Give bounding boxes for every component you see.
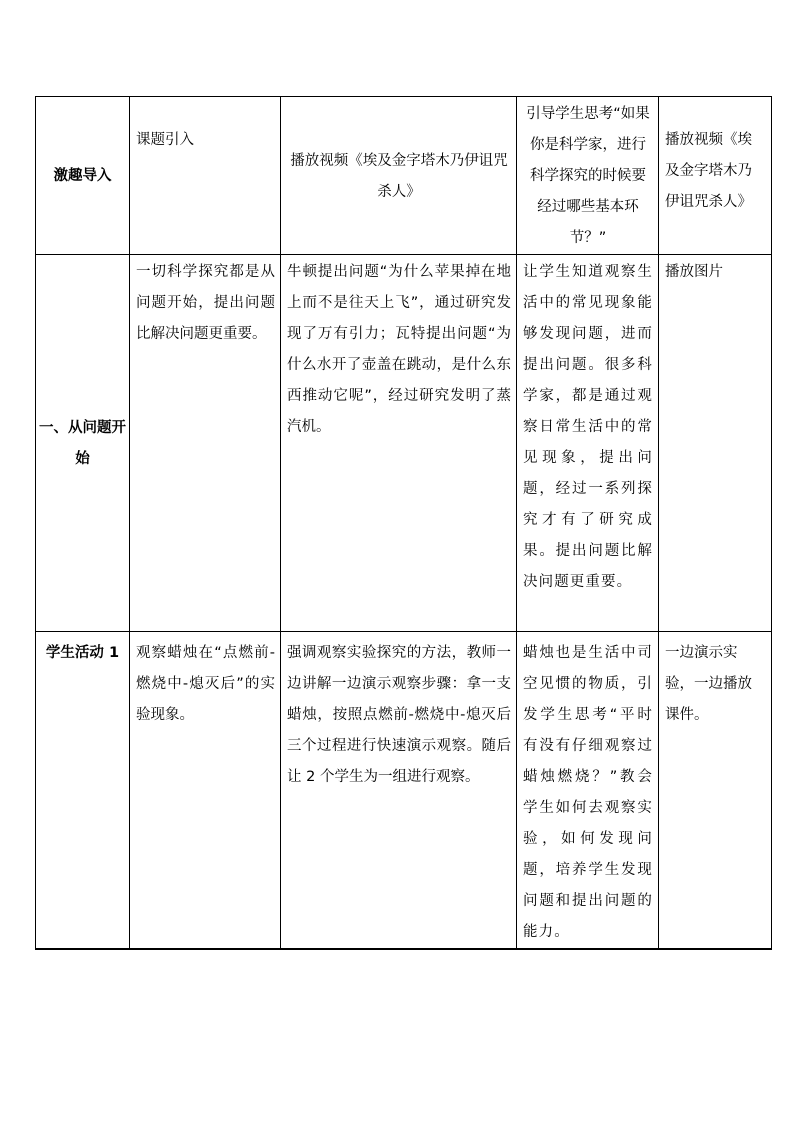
stage-cell: 激趣导入 xyxy=(36,97,130,255)
content-cell: 一切科学探究都是从问题开始，提出问题比解决问题更重要。 xyxy=(130,255,281,632)
student-activity-cell: 让学生知道观察生活中的常见现象能够发现问题，进而提出问题。很多科学家，都是通过观察日常生活中的常见现象，提出问题，经过一系列探究才有了研究成果。提出问题比解决问题更重要。 xyxy=(517,255,659,632)
table-row xyxy=(36,255,772,632)
stage-cell: 学生活动 1 xyxy=(36,632,130,950)
table-row xyxy=(36,632,772,950)
lesson-plan-table xyxy=(35,96,772,950)
teacher-activity-cell: 强调观察实验探究的方法，教师一边讲解一边演示观察步骤：拿一支蜡烛，按照点燃前-燃烧中-熄灭后三个过程进行快速演示观察。随后让 2 个学生为一组进行观察。 xyxy=(281,632,517,950)
teacher-activity-cell: 播放视频《埃及金字塔木乃伊诅咒杀人》 xyxy=(281,97,517,255)
content-cell: 课题引入 xyxy=(130,97,281,255)
student-activity-cell: 蜡烛也是生活中司空见惯的物质，引发学生思考“平时有没有仔细观察过蜡烛燃烧？”教会学生如何去观察实验，如何发现问题，培养学生发现问题和提出问题的能力。 xyxy=(517,632,659,950)
table-row xyxy=(36,97,772,255)
content-cell: 观察蜡烛在“点燃前-燃烧中-熄灭后”的实验现象。 xyxy=(130,632,281,950)
teacher-activity-cell: 牛顿提出问题“为什么苹果掉在地上而不是往天上飞”，通过研究发现了万有引力；瓦特提出问题“为什么水开了壶盖在跳动，是什么东西推动它呢”，经过研究发明了蒸汽机。 xyxy=(281,255,517,632)
media-cell: 播放视频《埃及金字塔木乃伊诅咒杀人》 xyxy=(659,97,772,255)
student-activity-cell: 引导学生思考“如果你是科学家，进行科学探究的时候要经过哪些基本环节？” xyxy=(517,97,659,255)
media-cell: 播放图片 xyxy=(659,255,772,632)
stage-cell: 一、从问题开始 xyxy=(36,255,130,632)
media-cell: 一边演示实验，一边播放课件。 xyxy=(659,632,772,950)
